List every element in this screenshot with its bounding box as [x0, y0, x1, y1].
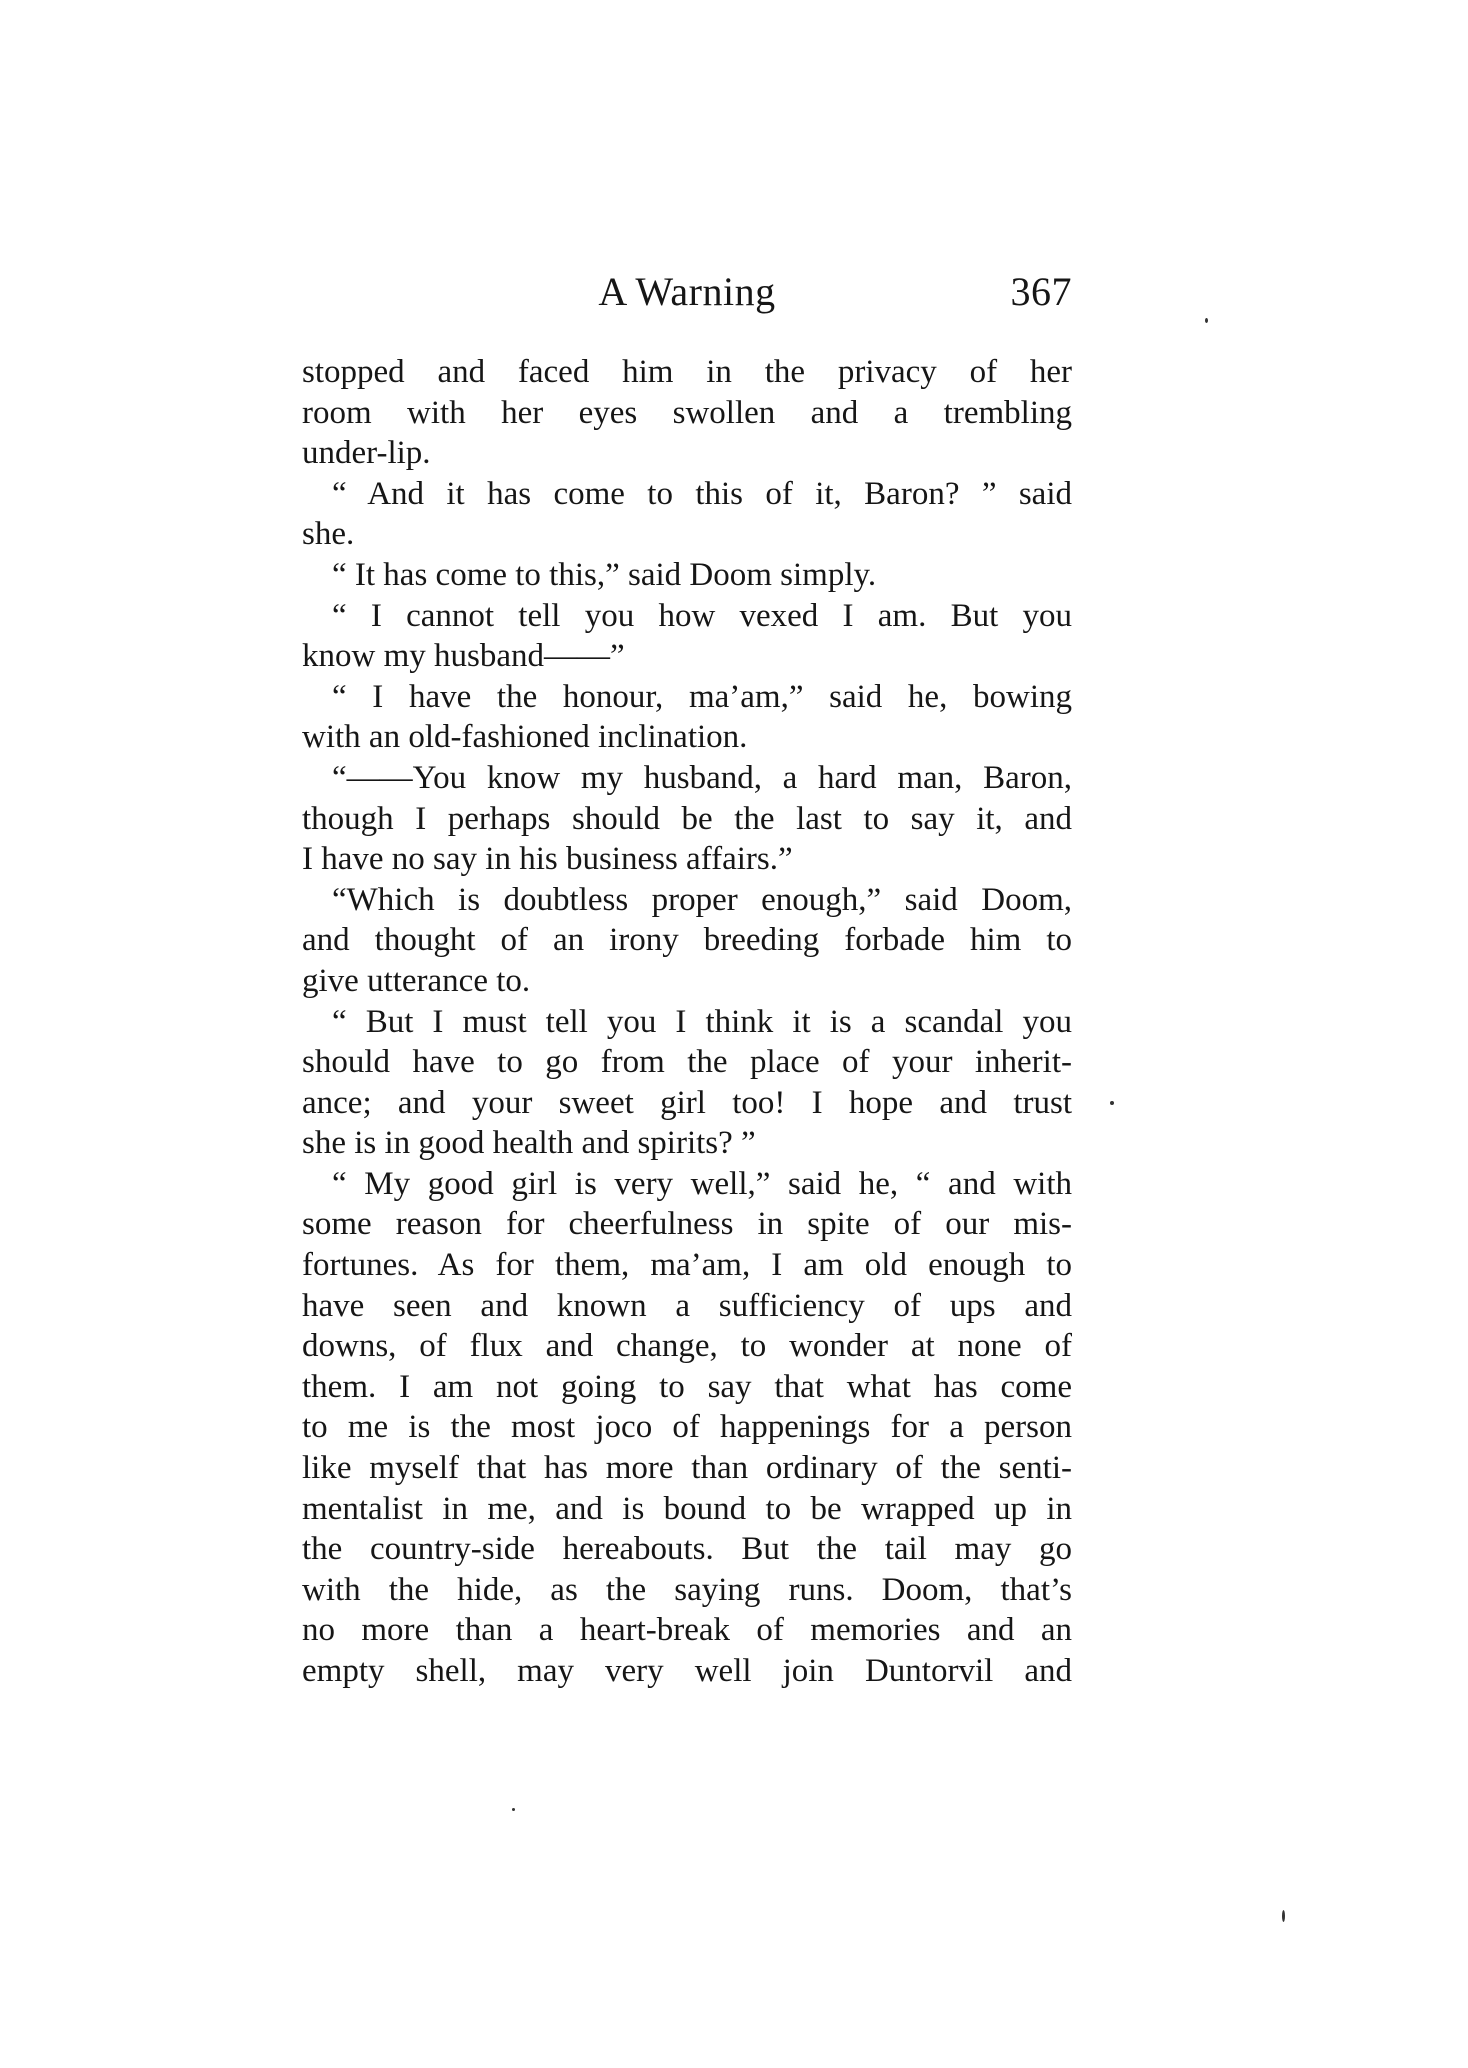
text-line: like myself that has more than ordinary of the senti- — [302, 1450, 1072, 1487]
text-line: with the hide, as the saying runs. Doom, that’s — [302, 1571, 1072, 1608]
text-line: I have no say in his business affairs.” — [302, 841, 793, 878]
text-line: no more than a heart-break of memories and an — [302, 1612, 1072, 1649]
text-line: and thought of an irony breeding forbade him to — [302, 922, 1072, 959]
text-line: though I perhaps should be the last to say it, and — [302, 800, 1072, 837]
text-line: she. — [302, 516, 355, 553]
text-line: “ And it has come to this of it, Baron? ” said — [332, 475, 1072, 512]
body-text — [302, 352, 1072, 1692]
text-line: ance; and your sweet girl too! I hope and trust — [302, 1084, 1072, 1121]
text-line: should have to go from the place of your inherit- — [302, 1044, 1072, 1081]
text-line: she is in good health and spirits? ” — [302, 1125, 756, 1162]
page-number: 367 — [1010, 269, 1072, 314]
text-line: give utterance to. — [302, 962, 531, 999]
text-line: some reason for cheerfulness in spite of our mis- — [302, 1206, 1072, 1243]
text-line: downs, of flux and change, to wonder at none of — [302, 1328, 1072, 1365]
text-line: room with her eyes swollen and a trembling — [302, 394, 1072, 431]
text-line: “——You know my husband, a hard man, Baron, — [332, 759, 1072, 796]
text-line: “Which is doubtless proper enough,” said Doom, — [332, 881, 1072, 918]
text-line: to me is the most joco of happenings for a person — [302, 1409, 1072, 1446]
scan-speck — [1282, 1910, 1285, 1922]
page-header — [302, 268, 1072, 328]
text-line: mentalist in me, and is bound to be wrapped up in — [302, 1490, 1072, 1527]
text-line: the country-side hereabouts. But the tail may go — [302, 1531, 1072, 1568]
text-line: “ I have the honour, ma’am,” said he, bowing — [332, 678, 1072, 715]
text-line: under-lip. — [302, 435, 431, 472]
text-line: them. I am not going to say that what has come — [302, 1368, 1072, 1405]
scan-speck — [512, 1808, 515, 1811]
running-title: A Warning — [598, 269, 776, 314]
text-line: know my husband——” — [302, 638, 625, 675]
text-line: empty shell, may very well join Duntorvil and — [302, 1653, 1072, 1689]
scan-speck — [1205, 318, 1208, 323]
scan-speck — [1110, 1101, 1114, 1105]
text-line: “ But I must tell you I think it is a scandal you — [332, 1003, 1072, 1040]
text-line: with an old-fashioned inclination. — [302, 719, 748, 756]
text-line: stopped and faced him in the privacy of her — [302, 354, 1072, 390]
text-line: have seen and known a sufficiency of ups and — [302, 1287, 1072, 1324]
text-line: “ It has come to this,” said Doom simply. — [332, 556, 877, 593]
text-line: “ My good girl is very well,” said he, “ and with — [332, 1165, 1072, 1202]
text-line: “ I cannot tell you how vexed I am. But you — [332, 597, 1072, 634]
text-line: fortunes. As for them, ma’am, I am old enough to — [302, 1247, 1072, 1284]
